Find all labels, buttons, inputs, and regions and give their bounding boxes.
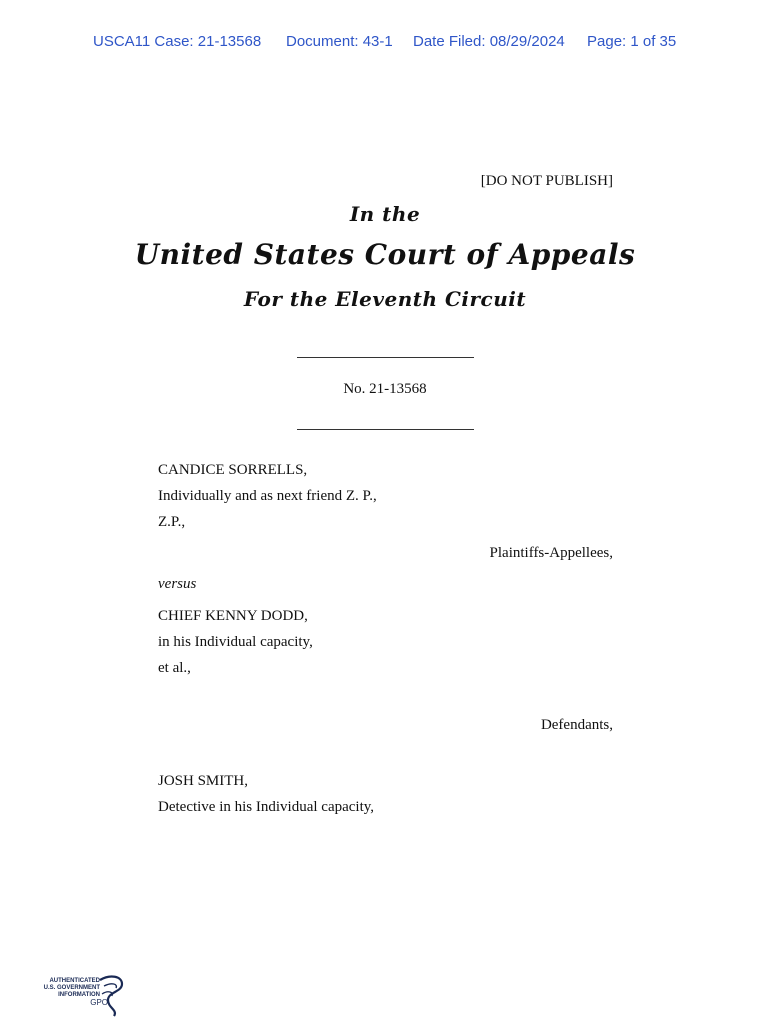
header-date-filed: Date Filed: 08/29/2024: [413, 33, 565, 50]
title-in-the: In the: [349, 202, 421, 226]
gpo-seal-text: AUTHENTICATED U.S. GOVERNMENT INFORMATION: [43, 978, 100, 998]
header-document-number: Document: 43-1: [286, 33, 393, 50]
defendant-capacity: in his Individual capacity,: [158, 634, 313, 650]
defendant-role: Defendants,: [540, 717, 613, 733]
filing-header: [0, 33, 770, 53]
eagle-icon: [96, 972, 126, 1018]
plaintiff-role: Plaintiffs-Appellees,: [489, 545, 613, 561]
publication-status: [DO NOT PUBLISH]: [480, 173, 613, 189]
header-page-count: Page: 1 of 35: [587, 33, 677, 50]
gpo-mark: GPO: [90, 998, 108, 1007]
header-case-number: USCA11 Case: 21-13568: [93, 33, 262, 50]
plaintiff-name: CANDICE SORRELLS,: [158, 462, 308, 478]
divider-top: [297, 357, 474, 358]
court-name: United States Court of Appeals: [134, 238, 636, 271]
plaintiff-capacity: Individually and as next friend Z. P.,: [158, 488, 377, 504]
third-party-name: JOSH SMITH,: [158, 773, 249, 789]
plaintiff-minor: Z.P.,: [158, 514, 186, 530]
docket-number: No. 21-13568: [343, 381, 427, 397]
gpo-authentication-seal: [44, 972, 134, 1018]
circuit-name: For the Eleventh Circuit: [243, 287, 527, 311]
divider-bottom: [297, 429, 474, 430]
versus-label: versus: [158, 576, 197, 592]
defendant-et-al: et al.,: [158, 660, 191, 676]
defendant-name: CHIEF KENNY DODD,: [158, 608, 308, 624]
third-party-capacity: Detective in his Individual capacity,: [158, 799, 375, 815]
